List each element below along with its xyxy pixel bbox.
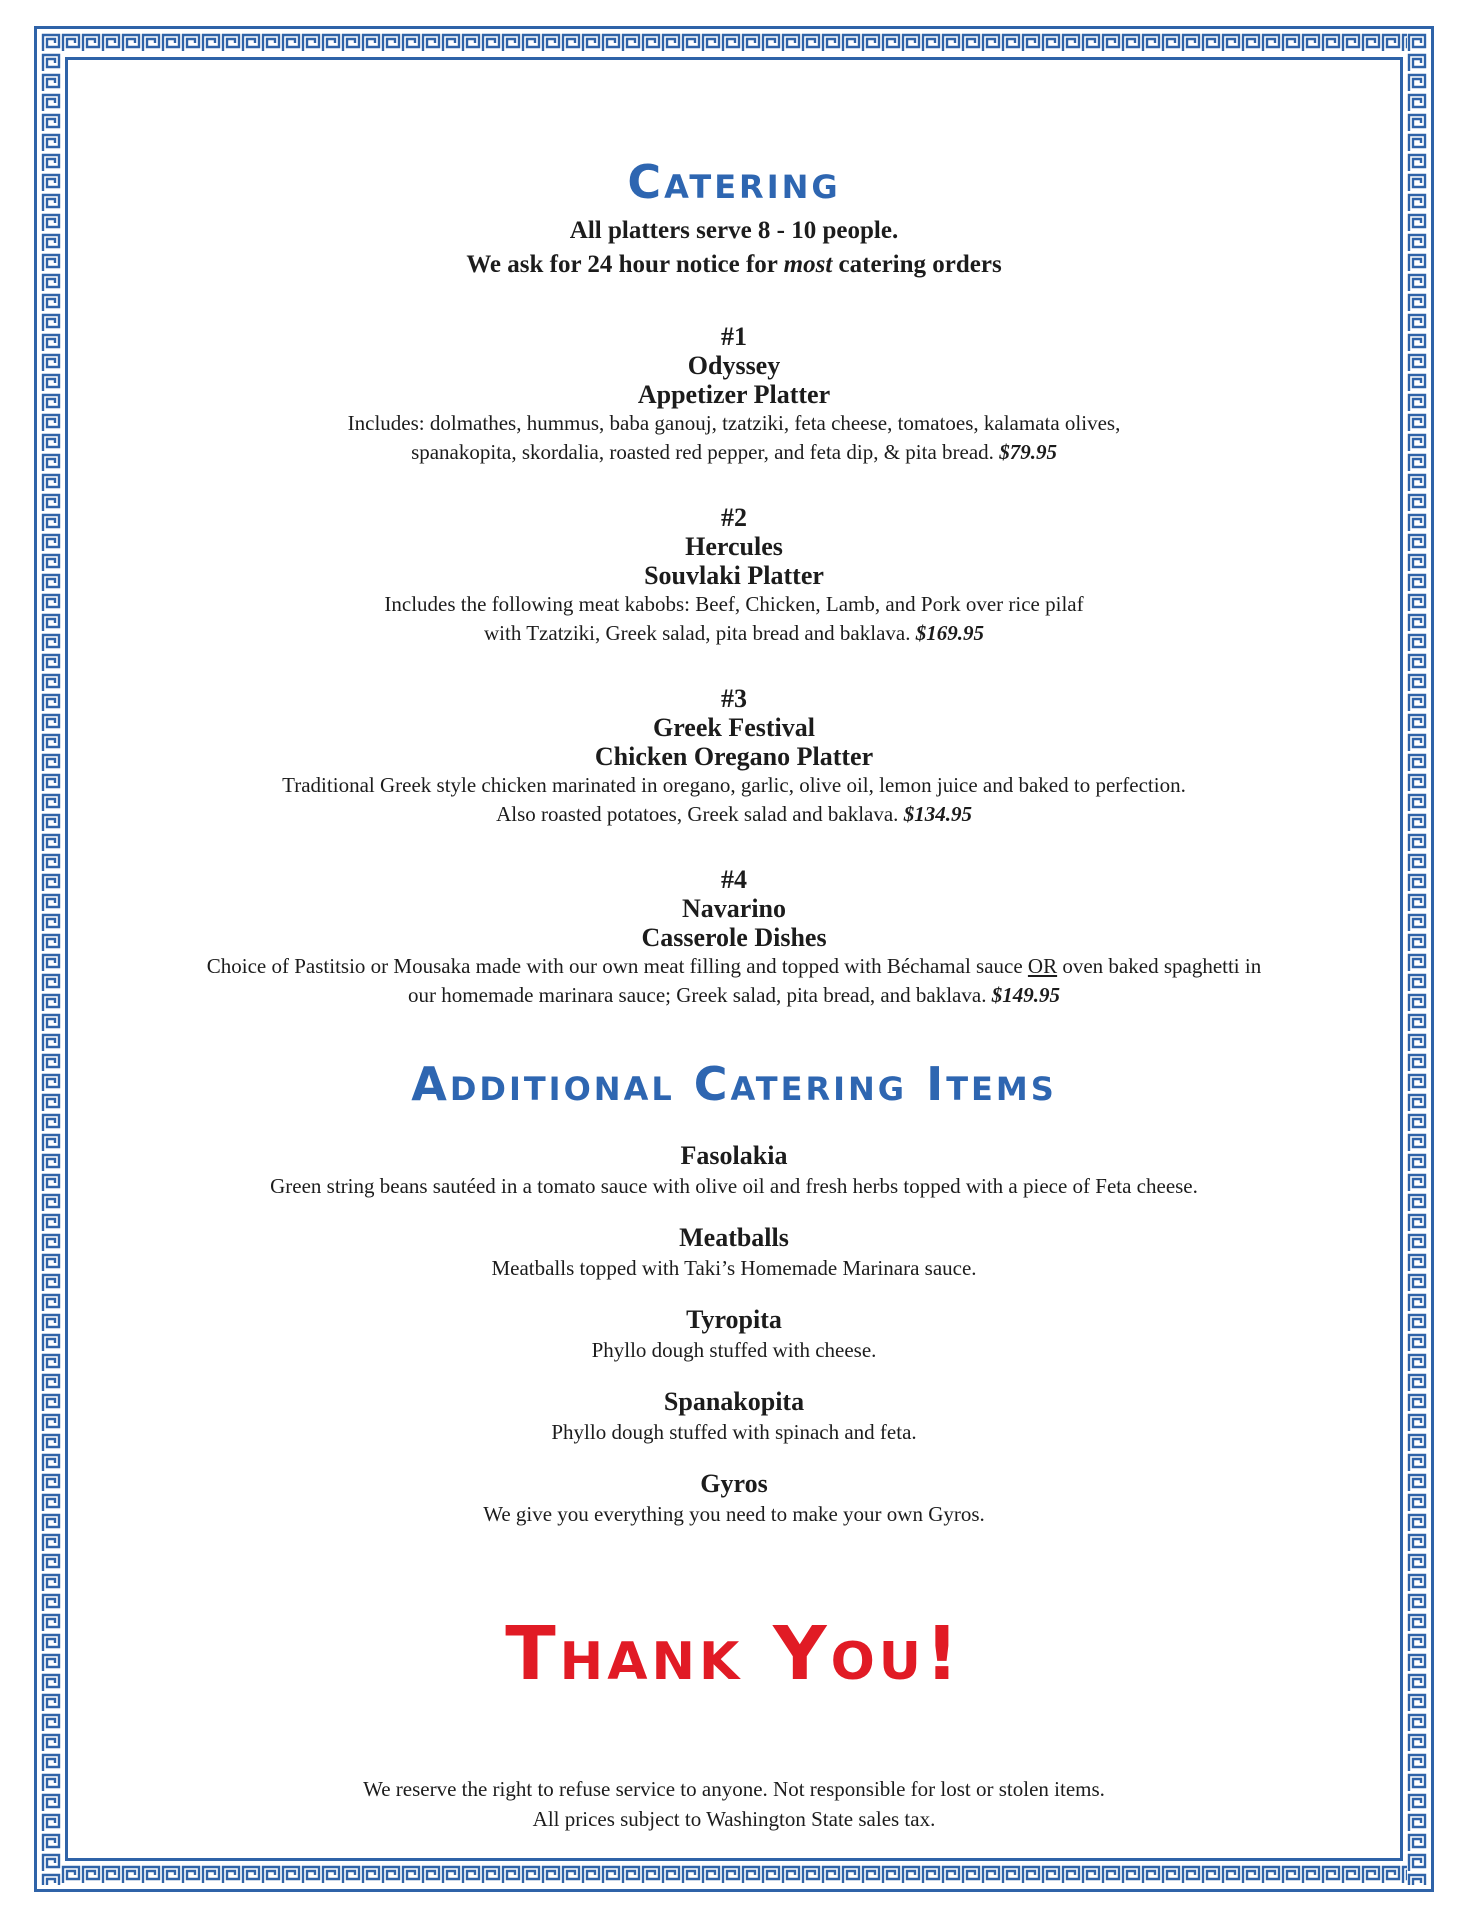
platter-price: $149.95 (991, 983, 1060, 1007)
platter-subtitle: Chicken Oregano Platter (594, 742, 874, 771)
intro-line-1: All platters serve 8 - 10 people. (569, 217, 899, 244)
additional-item (70, 1468, 1398, 1528)
platter-name: Greek Festival (653, 713, 815, 742)
platter-description: Traditional Greek style chicken marinated in oregano, garlic, olive oil, lemon juice and baked to perfection. Also roasted potatoes, Greek salad and baklava. $134.95 (282, 773, 1186, 826)
platter-number: #1 (721, 322, 747, 351)
platter-list (70, 322, 1398, 1010)
thank-you-heading: Thank You! (505, 1611, 963, 1697)
platter-item (70, 865, 1398, 1010)
platter-item (70, 322, 1398, 467)
platter-description: Includes: dolmathes, hummus, baba ganouj, tzatziki, feta cheese, tomatoes, kalamata olives, spanakopita, skordalia, roasted red pepper, and feta dip, & pita bread. $79.95 (347, 411, 1121, 464)
catering-title: Catering (627, 155, 841, 209)
platter-price: $169.95 (915, 621, 984, 645)
item-description: We give you everything you need to make your own Gyros. (483, 1502, 985, 1526)
platter-item (70, 684, 1398, 829)
item-name: Tyropita (686, 1305, 782, 1334)
platter-name: Hercules (685, 532, 783, 561)
intro-emphasis: most (783, 251, 833, 278)
platter-price: $134.95 (903, 802, 972, 826)
platter-name: Navarino (682, 894, 786, 923)
menu-content (70, 60, 1398, 1834)
platter-number: #2 (721, 503, 747, 532)
platter-item (70, 503, 1398, 648)
item-name: Spanakopita (663, 1387, 805, 1416)
footer-disclaimer (70, 1774, 1398, 1834)
or-underlined: OR (1027, 954, 1058, 978)
platter-price: $79.95 (999, 440, 1057, 464)
item-description: Meatballs topped with Taki’s Homemade Marinara sauce. (491, 1256, 977, 1280)
additional-item (70, 1386, 1398, 1446)
platter-description: Includes the following meat kabobs: Beef, Chicken, Lamb, and Pork over rice pilaf with Tzatziki, Greek salad, pita bread and baklava. $169.95 (384, 592, 1084, 645)
item-description: Phyllo dough stuffed with spinach and feta. (551, 1420, 917, 1444)
footer-line-1: We reserve the right to refuse service to anyone. Not responsible for lost or stolen items. (363, 1777, 1105, 1801)
greek-key-icon (1407, 33, 1427, 1885)
platter-name: Odyssey (687, 351, 781, 380)
platter-description: Choice of Pastitsio or Mousaka made with our own meat filling and topped with Béchamal sauce OR oven baked spaghetti in our homemade marinara sauce; Greek salad, pita bread, and baklava. $149.95 (206, 954, 1262, 1007)
platter-subtitle: Casserole Dishes (641, 923, 827, 952)
platter-subtitle: Appetizer Platter (637, 380, 831, 409)
platter-subtitle: Souvlaki Platter (644, 561, 824, 590)
item-description: Green string beans sautéed in a tomato sauce with olive oil and fresh herbs topped with a piece of Feta cheese. (270, 1174, 1198, 1198)
additional-items-title: Additional Catering Items (411, 1057, 1057, 1111)
additional-item-list (70, 1140, 1398, 1528)
item-name: Meatballs (679, 1223, 789, 1252)
platter-number: #3 (721, 684, 747, 713)
catering-intro (70, 214, 1398, 282)
item-name: Gyros (700, 1469, 768, 1498)
greek-key-icon (41, 33, 61, 1885)
additional-item (70, 1140, 1398, 1200)
greek-key-icon (41, 33, 1427, 53)
item-description: Phyllo dough stuffed with cheese. (591, 1338, 877, 1362)
platter-number: #4 (721, 865, 747, 894)
intro-line-2: We ask for 24 hour notice for most catering orders (466, 251, 1002, 278)
additional-item (70, 1222, 1398, 1282)
greek-key-icon (41, 1865, 1427, 1885)
footer-line-2: All prices subject to Washington State sales tax. (532, 1807, 936, 1831)
item-name: Fasolakia (680, 1141, 788, 1170)
additional-item (70, 1304, 1398, 1364)
